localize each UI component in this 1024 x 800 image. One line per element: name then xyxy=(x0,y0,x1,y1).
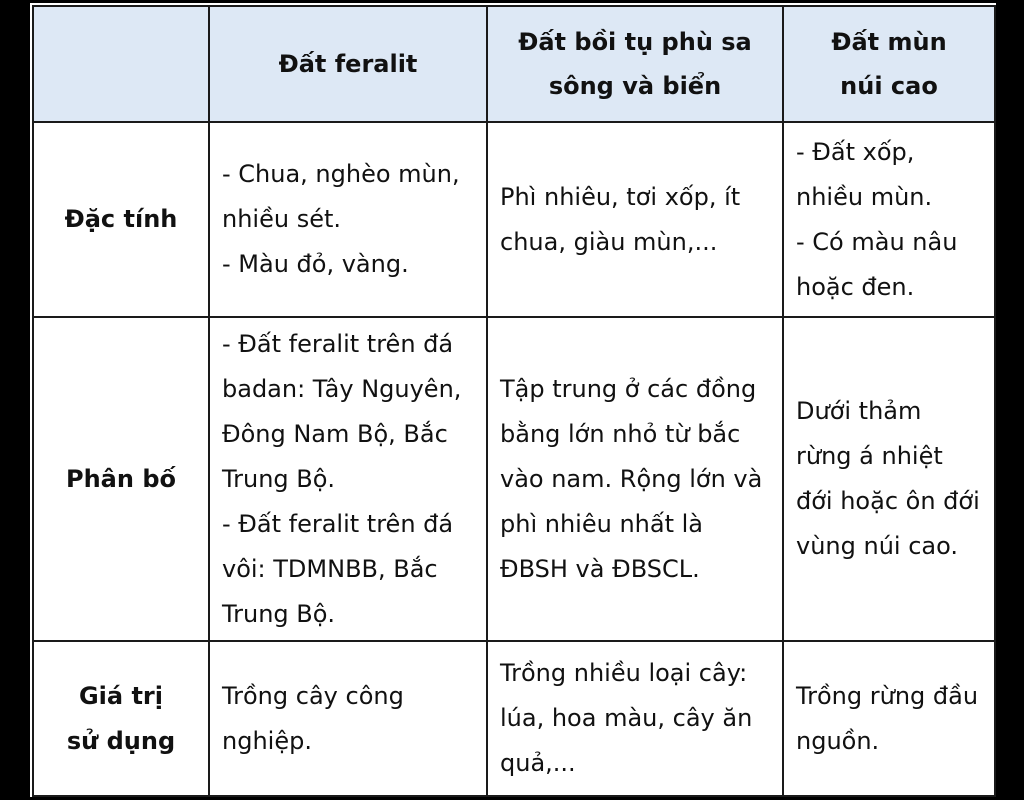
table-row xyxy=(33,122,995,317)
cell-phan-bo-feralit xyxy=(209,317,487,641)
cell-gia-tri-boi-tu xyxy=(487,641,783,796)
table-header-row xyxy=(33,6,995,122)
cell-line: - Đất feralit trên đá vôi: TDMNBB, Bắc Trung Bộ. xyxy=(222,509,454,628)
cell-phan-bo-mun xyxy=(783,317,995,641)
header-dat-boi-tu: Đất bồi tụ phù sa sông và biển xyxy=(487,6,783,122)
document-frame xyxy=(30,3,996,797)
cell-gia-tri-mun xyxy=(783,641,995,796)
cell-line: Trồng nhiều loại cây: lúa, hoa màu, cây ăn quả,... xyxy=(500,659,753,777)
cell-line: Trồng rừng đầu nguồn. xyxy=(796,681,979,755)
cell-line: - Màu đỏ, vàng. xyxy=(222,250,409,278)
cell-dac-tinh-boi-tu xyxy=(487,122,783,317)
row-label-gia-tri-su-dung: Giá trị sử dụng xyxy=(33,641,209,796)
soil-comparison-table xyxy=(32,5,996,797)
cell-dac-tinh-feralit xyxy=(209,122,487,317)
cell-line: - Có màu nâu hoặc đen. xyxy=(796,227,958,301)
row-label-dac-tinh: Đặc tính xyxy=(33,122,209,317)
cell-line: - Đất xốp, nhiều mùn. xyxy=(796,137,933,211)
cell-line: Dưới thảm rừng á nhiệt đới hoặc ôn đới vùng núi cao. xyxy=(796,397,980,560)
cell-line: - Chua, nghèo mùn, nhiều sét. xyxy=(222,160,460,233)
cell-line: Tập trung ở các đồng bằng lớn nhỏ từ bắc vào nam. Rộng lớn và phì nhiêu nhất là ĐBSH và ĐBSCL. xyxy=(500,374,763,583)
table-row xyxy=(33,641,995,796)
cell-dac-tinh-mun xyxy=(783,122,995,317)
cell-line: Phì nhiêu, tơi xốp, ít chua, giàu mùn,... xyxy=(500,182,741,256)
header-dat-mun-nui-cao: Đất mùn núi cao xyxy=(783,6,995,122)
cell-line: Trồng cây công nghiệp. xyxy=(222,681,404,755)
cell-gia-tri-feralit xyxy=(209,641,487,796)
cell-line: - Đất feralit trên đá badan: Tây Nguyên, Đông Nam Bộ, Bắc Trung Bộ. xyxy=(222,329,462,493)
cell-phan-bo-boi-tu xyxy=(487,317,783,641)
table-row xyxy=(33,317,995,641)
row-label-phan-bo: Phân bố xyxy=(33,317,209,641)
header-dat-feralit: Đất feralit xyxy=(209,6,487,122)
header-corner-cell xyxy=(33,6,209,122)
